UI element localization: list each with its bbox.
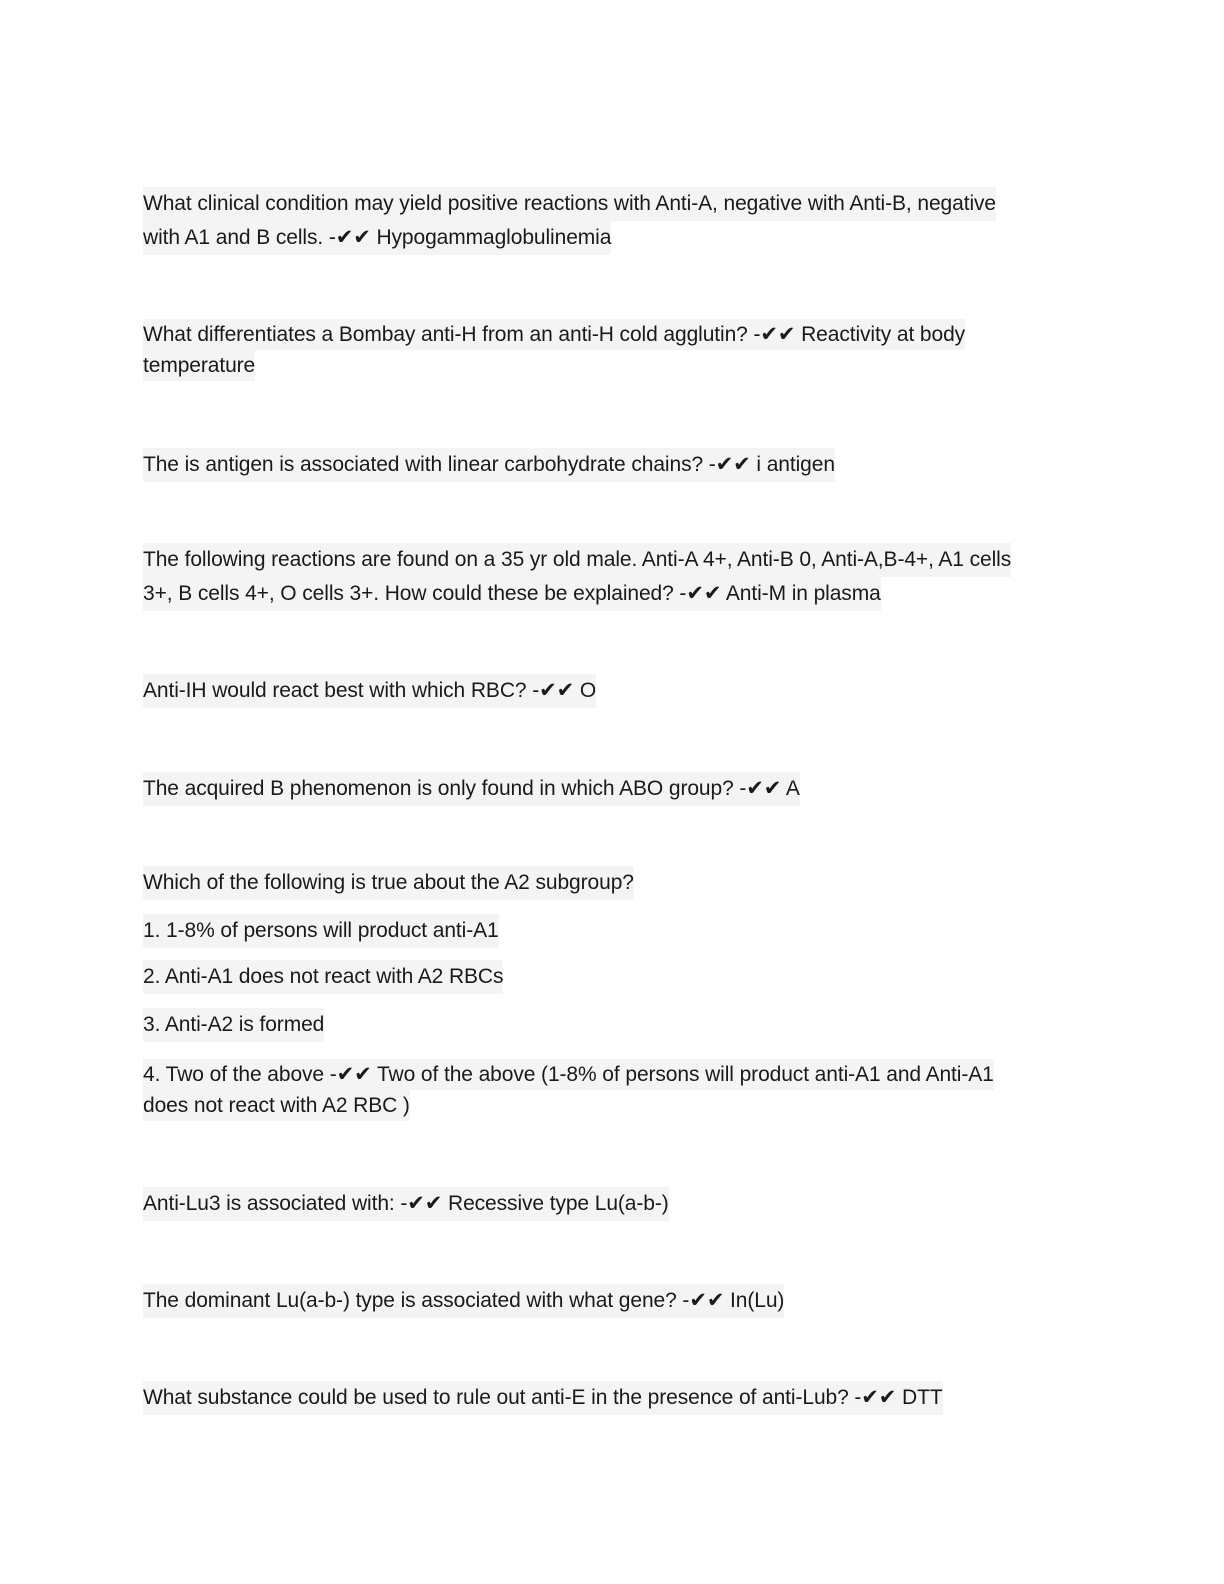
text-line: temperature [143, 350, 255, 381]
text-line: What substance could be used to rule out anti-E in the presence of anti-Lub? -✔✔ DTT [143, 1381, 943, 1415]
text-line: 3. Anti-A2 is formed [143, 1008, 324, 1042]
text-line: Anti-IH would react best with which RBC? -✔✔ O [143, 674, 596, 708]
text-line: does not react with A2 RBC ) [143, 1090, 410, 1121]
text-line: The acquired B phenomenon is only found in which ABO group? -✔✔ A [143, 772, 800, 806]
text-line: Which of the following is true about the A2 subgroup? [143, 866, 634, 900]
text-line: What differentiates a Bombay anti-H from an anti-H cold agglutin? -✔✔ Reactivity at body [143, 319, 965, 350]
text-line: The following reactions are found on a 35 yr old male. Anti-A 4+, Anti-B 0, Anti-A,B-4+, A1 cells [143, 543, 1011, 577]
qa-item [143, 543, 1083, 611]
qa-option [143, 914, 1083, 948]
text-line: Anti-Lu3 is associated with: -✔✔ Recessive type Lu(a-b-) [143, 1187, 669, 1221]
text-line: 4. Two of the above -✔✔ Two of the above (1-8% of persons will product anti-A1 and Anti-A1 [143, 1059, 994, 1090]
qa-option [143, 960, 1083, 994]
text-line: 3+, B cells 4+, O cells 3+. How could these be explained? -✔✔ Anti-M in plasma [143, 577, 881, 611]
qa-item [143, 187, 1083, 255]
qa-option [143, 1008, 1083, 1042]
text-line: The is antigen is associated with linear carbohydrate chains? -✔✔ i antigen [143, 448, 835, 482]
qa-item [143, 319, 1083, 381]
qa-item [143, 772, 1083, 806]
text-line: 1. 1-8% of persons will product anti-A1 [143, 914, 499, 948]
text-line: with A1 and B cells. -✔✔ Hypogammaglobulinemia [143, 221, 611, 255]
qa-item [143, 1187, 1083, 1221]
qa-item [143, 674, 1083, 708]
text-line: What clinical condition may yield positive reactions with Anti-A, negative with Anti-B, negative [143, 187, 996, 221]
text-line: The dominant Lu(a-b-) type is associated with what gene? -✔✔ In(Lu) [143, 1284, 784, 1318]
qa-item [143, 1381, 1083, 1415]
qa-item [143, 866, 1083, 900]
qa-item [143, 1284, 1083, 1318]
qa-option [143, 1059, 1083, 1121]
qa-item [143, 448, 1083, 482]
text-line: 2. Anti-A1 does not react with A2 RBCs [143, 960, 503, 994]
